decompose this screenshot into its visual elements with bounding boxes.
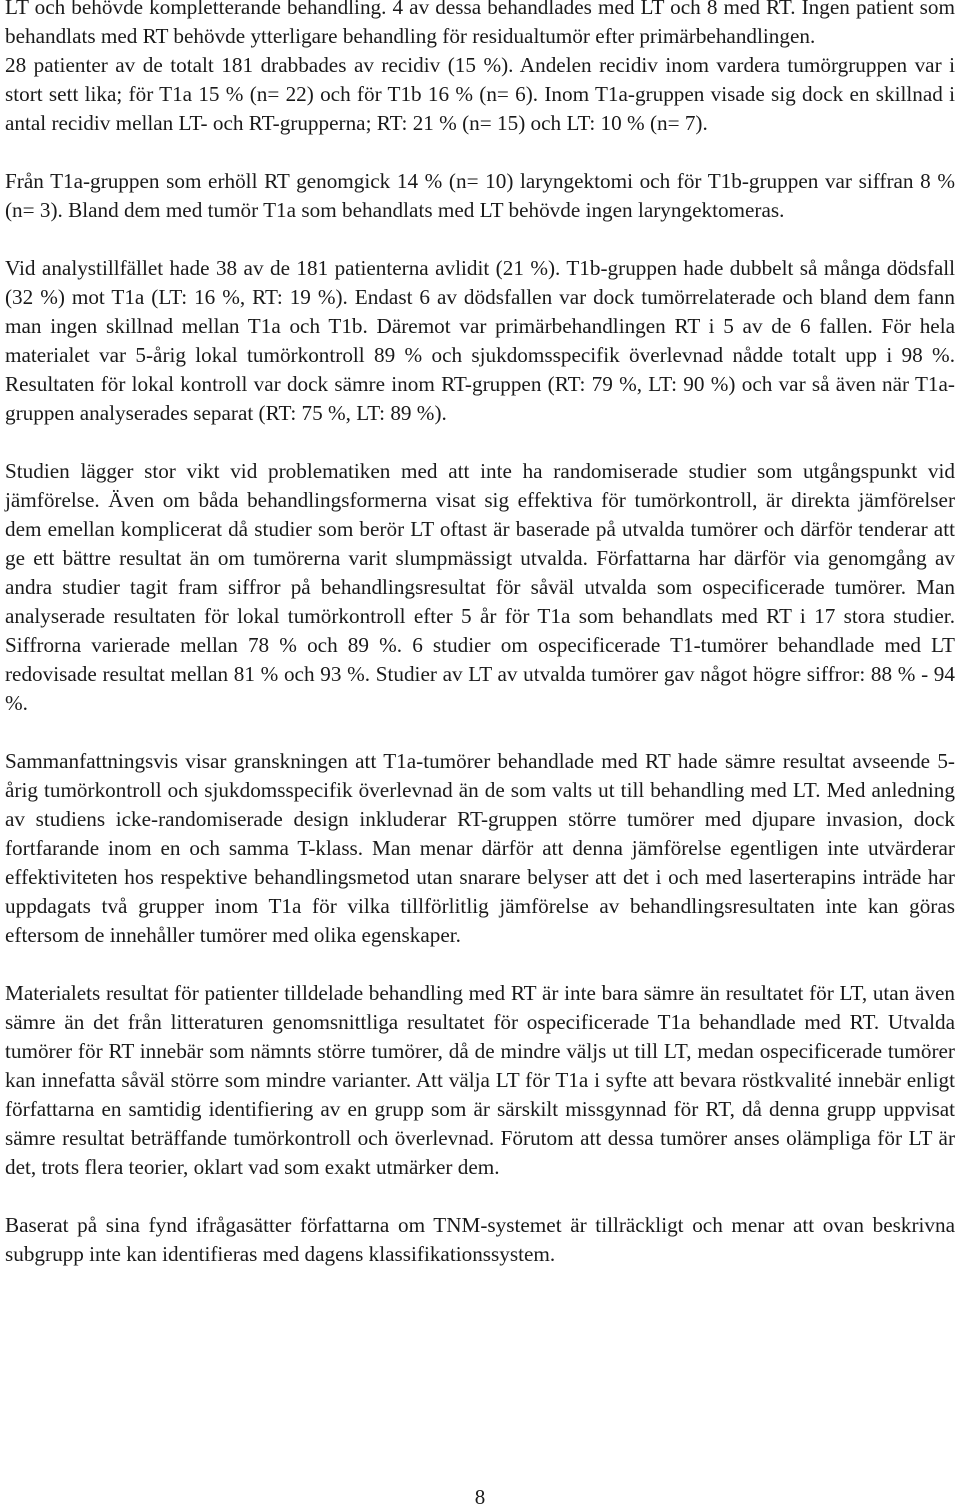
paragraph-material-results: Materialets resultat för patienter tilldelade behandling med RT är inte bara sämre än resultatet för LT, utan även sämre än det från litteraturen genomsnittliga resultatet för ospecificerade T1a behandlade med RT. Utvalda tumörer för RT innebär som nämnts större tumörer, då de mindre väljs ut till LT, medan ospecificerade tumörer kan innefatta såväl större som mindre varianter. Att välja LT för T1a i syfte att bevara röstkvalité innebär enligt författarna en samtidig identifiering av en grupp som är särskilt missgynnad för RT, då denna grupp uppvisat sämre resultat beträffande tumörkontroll och överlevnad. Förutom att dessa tumörer anses olämpliga för LT är det, trots flera teorier, oklart vad som exakt utmärker dem. [5,981,955,1179]
paragraph-gap [5,718,955,747]
page-number: 8 [474,1485,486,1509]
paragraph-summary: Sammanfattningsvis visar granskningen att T1a-tumörer behandlade med RT hade sämre resultat avseende 5-årig tumörkontroll och sjukdomsspecifik överlevnad än de som valts ut till behandling med LT. Med anledning av studiens icke-randomiserade design inkluderar RT-gruppen större tumörer med djupare invasion, dock fortfarande inom en och samma T-klass. Man menar därför att denna jämförelse egentligen inte utvärderar effektiviteten hos respektive behandlingsmetod utan snarare belyser att det i och med laserterapins inträde har uppdagats två grupper inom T1a för vilka tillförlitlig jämförelse av behandlingsresultaten inte kan göras eftersom de innehåller tumörer med olika egenskaper. [5,749,955,947]
document-body [5,0,955,1269]
paragraph-recurrence: 28 patienter av de totalt 181 drabbades av recidiv (15 %). Andelen recidiv inom vardera tumörgruppen var i stort sett lika; för T1a 15 % (n= 22) och för T1b 16 % (n= 6). Inom T1a-gruppen visade sig dock en skillnad i antal recidiv mellan LT- och RT-grupperna; RT: 21 % (n= 15) och LT: 10 % (n= 7). [5,53,955,135]
paragraph-conclusion: Baserat på sina fynd ifrågasätter författarna om TNM-systemet är tillräckligt och menar att ovan beskrivna subgrupp inte kan identifieras med dagens klassifikationssystem. [5,1213,955,1266]
paragraph-gap [5,138,955,167]
paragraph-treatment-outcome: LT och behövde kompletterande behandling. 4 av dessa behandlades med LT och 8 med RT. Ingen patient som behandlats med RT behövde ytterligare behandling för residualtumör efter primärbehandlingen. [5,0,955,48]
paragraph-gap [5,1182,955,1211]
paragraph-gap [5,428,955,457]
paragraph-gap [5,950,955,979]
paragraph-laryngectomy: Från T1a-gruppen som erhöll RT genomgick 14 % (n= 10) laryngektomi och för T1b-gruppen var siffran 8 % (n= 3). Bland dem med tumör T1a som behandlats med LT behövde ingen laryngektomeras. [5,169,955,222]
paragraph-gap [5,225,955,254]
paragraph-mortality: Vid analystillfället hade 38 av de 181 patienterna avlidit (21 %). T1b-gruppen hade dubbelt så många dödsfall (32 %) mot T1a (LT: 16 %, RT: 19 %). Endast 6 av dödsfallen var dock tumörrelaterade och bland dem fann man ingen skillnad mellan T1a och T1b. Däremot var primärbehandlingen RT i 5 av de 6 fallen. För hela materialet var 5-årig lokal tumörkontroll 89 % och sjukdomsspecifik överlevnad nådde totalt upp i 98 %. Resultaten för lokal kontroll var dock sämre inom RT-gruppen (RT: 79 %, LT: 90 %) och var så även när T1a-gruppen analyserades separat (RT: 75 %, LT: 89 %). [5,256,955,425]
paragraph-study-method: Studien lägger stor vikt vid problematiken med att inte ha randomiserade studier som utgångspunkt vid jämförelse. Även om båda behandlingsformerna visat sig effektiva för tumörkontroll, är direkta jämförelser dem emellan komplicerat då studier som berör LT oftast är baserade på utvalda tumörer och därför tenderar att ge ett bättre resultat än om tumörerna varit slumpmässigt utvalda. Författarna har därför via genomgång av andra studier tagit fram siffror på behandlingsresultat för såväl utvalda som ospecificerade tumörer. Man analyserade resultaten för lokal tumörkontroll efter 5 år för T1a som behandlats med RT i 17 stora studier. Siffrorna varierade mellan 78 % och 89 %. 6 studier om ospecificerade T1-tumörer behandlade med LT redovisade resultat mellan 81 % och 93 %. Studier av LT av utvalda tumörer gav något högre siffror: 88 % - 94 %. [5,459,955,715]
